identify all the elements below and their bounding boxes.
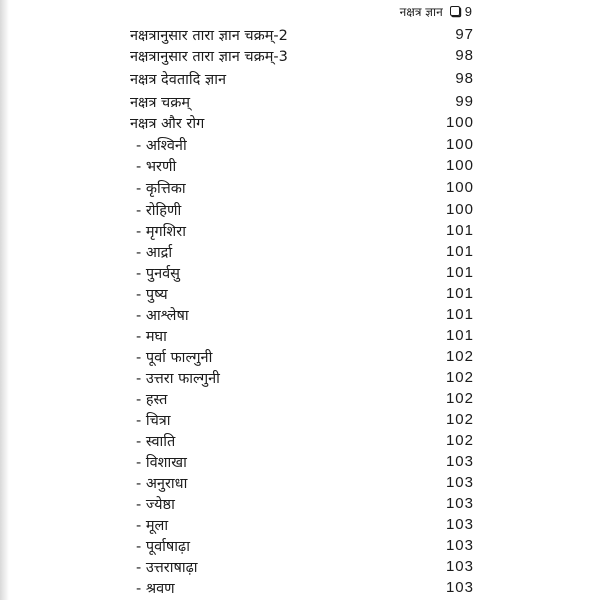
running-header-title: नक्षत्र ज्ञान bbox=[399, 4, 443, 19]
toc-subentry-page: 100 bbox=[445, 201, 474, 218]
square-box-icon bbox=[450, 6, 460, 16]
toc-subentry-page: 103 bbox=[445, 579, 474, 596]
toc-entry-label: नक्षत्रानुसार तारा ज्ञान चक्रम्-2 bbox=[130, 27, 288, 44]
toc-subentry-label: - मूला bbox=[136, 517, 169, 534]
toc-subentry-page: 103 bbox=[445, 474, 474, 491]
toc-subentry-page: 102 bbox=[445, 432, 474, 449]
toc-subentry-label: - उत्तराषाढ़ा bbox=[136, 559, 198, 576]
running-header bbox=[400, 2, 472, 20]
toc-subentry bbox=[130, 535, 474, 556]
toc-subentry-page: 101 bbox=[445, 243, 474, 260]
toc-entry-label: नक्षत्र और रोग bbox=[130, 115, 205, 132]
toc-subentry bbox=[130, 367, 474, 388]
toc-subentry-label: - मघा bbox=[136, 328, 167, 345]
toc-subentry-page: 100 bbox=[445, 136, 474, 153]
toc-subentry bbox=[130, 304, 474, 325]
toc-entry bbox=[130, 112, 474, 133]
toc-subentry-label: - पूर्वा फाल्गुनी bbox=[136, 349, 213, 366]
toc-subentry-label: - ज्येष्ठा bbox=[136, 496, 175, 513]
toc-subentry bbox=[130, 220, 474, 241]
toc-subentry bbox=[130, 241, 474, 262]
toc-subentry-label: - उत्तरा फाल्गुनी bbox=[136, 370, 220, 387]
toc-entry bbox=[130, 45, 474, 66]
toc-entry-label: नक्षत्र देवतादि ज्ञान bbox=[130, 71, 227, 88]
toc-subentry bbox=[130, 451, 474, 472]
toc-entry-label: नक्षत्र चक्रम् bbox=[130, 94, 191, 111]
toc-subentry-label: - कृत्तिका bbox=[136, 180, 186, 197]
toc-entry bbox=[130, 24, 474, 45]
toc-subentry-label: - विशाखा bbox=[136, 454, 187, 471]
toc-subentry bbox=[130, 388, 474, 409]
toc-subentry-page: 100 bbox=[445, 179, 474, 196]
toc-subentry bbox=[130, 325, 474, 346]
toc-subentry-page: 101 bbox=[445, 306, 474, 323]
toc-entry-page: 98 bbox=[455, 70, 474, 87]
toc-subentry-label: - आश्लेषा bbox=[136, 307, 189, 324]
toc-subentry bbox=[130, 199, 474, 220]
toc-subentry bbox=[130, 472, 474, 493]
toc-subentry-page: 102 bbox=[445, 390, 474, 407]
toc-subentry-label: - अश्विनी bbox=[136, 137, 187, 154]
toc-subentry-label: - चित्रा bbox=[136, 412, 171, 429]
toc-subentry-label: - भरणी bbox=[136, 158, 177, 175]
toc-subentry-page: 101 bbox=[445, 327, 474, 344]
toc-subentry bbox=[130, 556, 474, 577]
toc-entry-page: 99 bbox=[455, 93, 474, 110]
page-number: 9 bbox=[464, 3, 472, 19]
toc-entry bbox=[130, 91, 474, 112]
toc-subentry-label: - रोहिणी bbox=[136, 202, 182, 219]
toc-entry-page: 100 bbox=[445, 114, 474, 131]
toc-subentry-label: - अनुराधा bbox=[136, 475, 188, 492]
toc-subentry bbox=[130, 177, 474, 198]
toc-subentry bbox=[130, 134, 474, 155]
toc-subentry-page: 101 bbox=[445, 264, 474, 281]
toc-subentry bbox=[130, 514, 474, 535]
toc-subentry-page: 102 bbox=[445, 411, 474, 428]
toc-entry bbox=[130, 68, 474, 89]
toc-subentry bbox=[130, 430, 474, 451]
toc-subentry bbox=[130, 346, 474, 367]
toc-subentry-page: 102 bbox=[445, 348, 474, 365]
toc-entry-label: नक्षत्रानुसार तारा ज्ञान चक्रम्-3 bbox=[130, 48, 288, 65]
page-gutter-shadow bbox=[0, 0, 9, 600]
toc-subentry-page: 103 bbox=[445, 516, 474, 533]
toc-subentry-label: - पुनर्वसु bbox=[136, 265, 180, 282]
toc-subentry-page: 101 bbox=[445, 222, 474, 239]
toc-subentry bbox=[130, 493, 474, 514]
toc-subentry-label: - स्वाति bbox=[136, 433, 176, 450]
toc-subentry-label: - हस्त bbox=[136, 391, 168, 408]
toc-subentry-page: 102 bbox=[445, 369, 474, 386]
toc-subentry-label: - पुष्य bbox=[136, 286, 168, 303]
toc-subentry-label: - मृगशिरा bbox=[136, 223, 186, 240]
toc-subentry-label: - श्रवण bbox=[136, 580, 175, 597]
toc-subentry-page: 103 bbox=[445, 453, 474, 470]
toc-subentry-label: - पूर्वाषाढ़ा bbox=[136, 538, 190, 555]
toc-entry-page: 98 bbox=[455, 47, 474, 64]
toc-subentry bbox=[130, 283, 474, 304]
toc-subentry bbox=[130, 155, 474, 176]
toc-subentry-page: 103 bbox=[445, 537, 474, 554]
toc-subentry bbox=[130, 577, 474, 598]
toc-subentry bbox=[130, 409, 474, 430]
toc-subentry-label: - आर्द्रा bbox=[136, 244, 173, 261]
toc-subentry-page: 101 bbox=[445, 285, 474, 302]
toc-subentry bbox=[130, 262, 474, 283]
toc-subentry-page: 103 bbox=[445, 495, 474, 512]
toc-entry-page: 97 bbox=[455, 26, 474, 43]
toc-subentry-page: 100 bbox=[445, 157, 474, 174]
toc-subentry-page: 103 bbox=[445, 558, 474, 575]
